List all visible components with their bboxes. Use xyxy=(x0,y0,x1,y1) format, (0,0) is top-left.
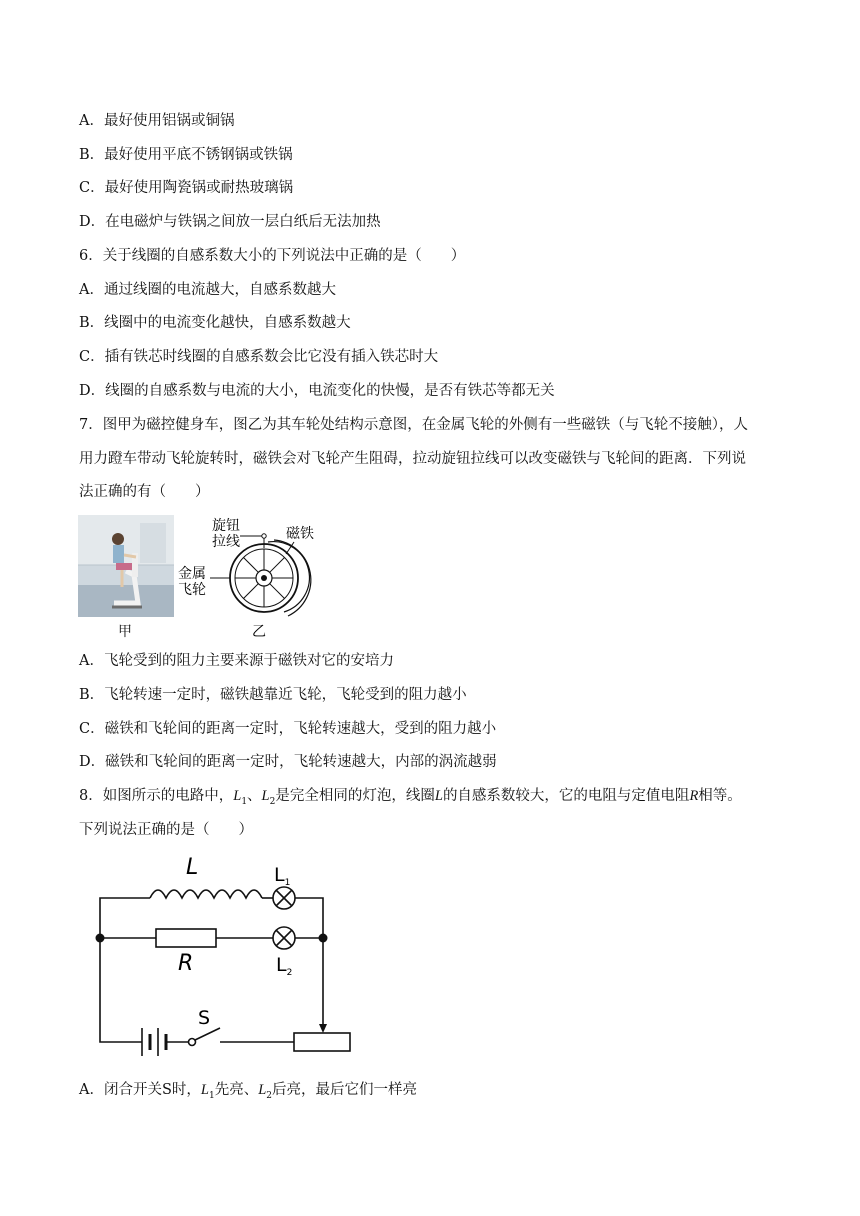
q8-separator: 、 xyxy=(247,788,262,804)
q6-stem: 6．关于线圈的自感系数大小的下列说法中正确的是（ ） xyxy=(79,248,466,264)
lamp2-label xyxy=(276,954,292,978)
q8-option-a-lamp1: L xyxy=(200,1082,209,1098)
q7-stem-line3: 法正确的有（ ） xyxy=(79,484,210,500)
q7-stem-line2: 用力蹬车带动飞轮旋转时，磁铁会对飞轮产生阻碍，拉动旋钮拉线可以改变磁铁与飞轮间的距离．下列说 xyxy=(79,451,746,467)
q8-stem-line1 xyxy=(79,786,742,812)
q8-stem-part4: 相等。 xyxy=(698,788,742,804)
switch-label: S xyxy=(198,1007,211,1029)
q8-option-a-lamp1-sub: 1 xyxy=(208,1090,215,1101)
magnet-label: 磁铁 xyxy=(286,526,314,542)
figure-label-jia: 甲 xyxy=(118,624,132,640)
lamp2-symbol: L xyxy=(261,788,270,804)
q7-option-c: C．磁铁和飞轮间的距离一定时，飞轮转速越大，受到的阻力越小 xyxy=(79,721,497,737)
q8-option-a xyxy=(79,1080,417,1106)
lamp2-label-letter: L xyxy=(276,954,287,976)
resistor-label: R xyxy=(178,951,194,976)
coil-label: L xyxy=(186,855,199,880)
q8-stem-part3: 的自感系数较大，它的电阻与定值电阻 xyxy=(442,788,690,804)
q7-option-b: B．飞轮转速一定时，磁铁越靠近飞轮，飞轮受到的阻力越小 xyxy=(79,687,467,703)
coil-symbol: L xyxy=(434,788,443,804)
q8-option-a-part1: A．闭合开关S时， xyxy=(79,1082,201,1098)
knob-label-line2: 拉线 xyxy=(212,534,240,550)
wheel-label-line1: 金属 xyxy=(178,566,206,582)
q6-option-d: D．线圈的自感系数与电流的大小，电流变化的快慢，是否有铁芯等都无关 xyxy=(79,383,555,399)
flywheel-diagram xyxy=(176,516,326,640)
lamp1-label xyxy=(274,864,290,888)
q7-option-a: A．飞轮受到的阻力主要来源于磁铁对它的安培力 xyxy=(79,653,394,669)
lamp2-label-subscript: 2 xyxy=(286,968,293,978)
q5-option-c: C．最好使用陶瓷锅或耐热玻璃锅 xyxy=(79,180,294,196)
lamp1-label-letter: L xyxy=(274,864,285,886)
lamp1-subscript: 1 xyxy=(241,796,248,807)
lamp1-label-subscript: 1 xyxy=(284,878,291,888)
q8-stem-line2: 下列说法正确的是（ ） xyxy=(79,822,253,838)
lamp1-symbol: L xyxy=(233,788,242,804)
wheel-label-line2: 飞轮 xyxy=(178,582,206,598)
exercise-bike-photo xyxy=(78,515,174,639)
circuit-diagram xyxy=(90,848,370,1063)
q8-option-a-lamp2-sub: 2 xyxy=(266,1090,273,1101)
q8-stem-part2: 是完全相同的灯泡，线圈 xyxy=(275,788,435,804)
lamp2-subscript: 2 xyxy=(269,796,276,807)
q5-option-a: A．最好使用铝锅或铜锅 xyxy=(79,113,235,129)
q6-option-a: A．通过线圈的电流越大，自感系数越大 xyxy=(79,282,336,298)
q5-option-b: B．最好使用平底不锈钢锅或铁锅 xyxy=(79,147,293,163)
knob-label-line1: 旋钮 xyxy=(212,518,240,534)
q7-stem-line1: 7．图甲为磁控健身车，图乙为其车轮处结构示意图，在金属飞轮的外侧有一些磁铁（与飞轮不接触），人 xyxy=(79,417,748,433)
q8-stem-part1: 8．如图所示的电路中， xyxy=(79,788,234,804)
resistor-symbol: R xyxy=(689,788,699,804)
q7-option-d: D．磁铁和飞轮间的距离一定时，飞轮转速越大，内部的涡流越弱 xyxy=(79,754,497,770)
q8-option-a-part3: 后亮，最后它们一样亮 xyxy=(272,1082,418,1098)
q6-option-b: B．线圈中的电流变化越快，自感系数越大 xyxy=(79,315,351,331)
figure-label-yi: 乙 xyxy=(252,624,266,640)
q8-option-a-part2: 先亮、 xyxy=(214,1082,259,1098)
q8-option-a-lamp2: L xyxy=(258,1082,267,1098)
q5-option-d: D．在电磁炉与铁锅之间放一层白纸后无法加热 xyxy=(79,214,381,230)
q6-option-c: C．插有铁芯时线圈的自感系数会比它没有插入铁芯时大 xyxy=(79,349,439,365)
